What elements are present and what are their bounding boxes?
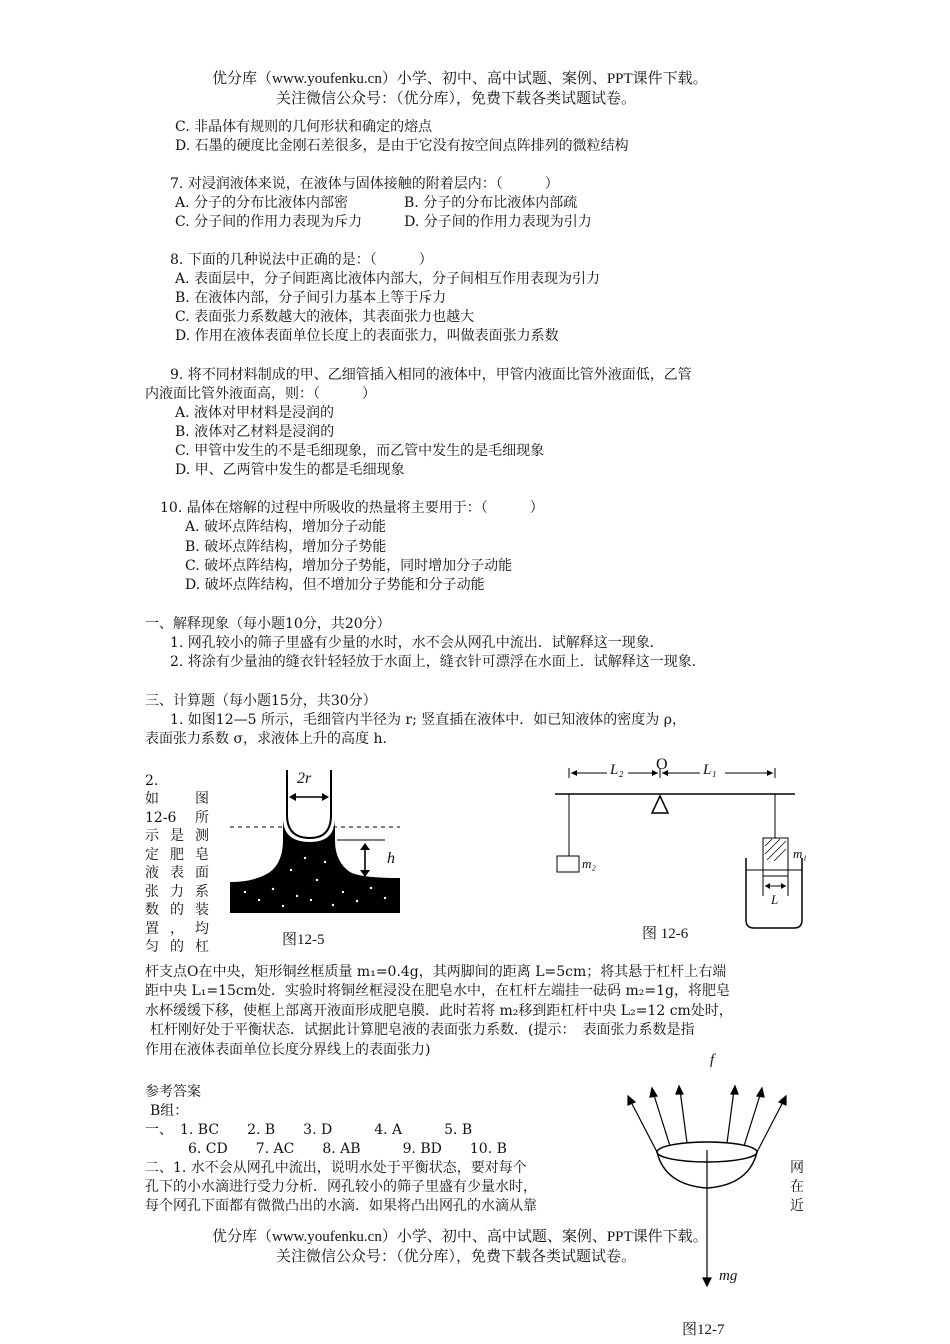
calc-q2-narrow-line: 定肥皂 — [145, 847, 209, 863]
label-L1: L₁ — [703, 762, 717, 778]
lever-diagram — [550, 758, 800, 938]
calc-q2-narrow-line: 如 图 — [145, 791, 209, 807]
answer-explain-line-3: 每个网孔下面都有微微凸出的水滴．如果将凸出网孔的水滴从靠 — [145, 1198, 537, 1214]
q10-stem: 10. 晶体在熔解的过程中所吸收的热量将主要用于：（ ） — [160, 500, 544, 516]
calc-q2-narrow-line: 数的装 — [145, 902, 209, 918]
q8-option-b: B. 在液体内部，分子间引力基本上等于斥力 — [175, 290, 447, 306]
section-explain-title: 一、解释现象（每小题10分，共20分） — [145, 616, 391, 632]
calc-q2-narrow-line: 12-6 所 — [145, 810, 209, 826]
q6-option-c: C. 非晶体有规则的几何形状和确定的熔点 — [175, 119, 433, 135]
q10-option-b: B. 破坏点阵结构，增加分子势能 — [185, 539, 387, 555]
figure-12-7-caption: 图12-7 — [682, 1322, 725, 1338]
q8-option-c: C. 表面张力系数越大的液体，其表面张力也越大 — [175, 309, 475, 325]
figure-12-5 — [225, 770, 405, 920]
calc-q2-line-4: 杠杆刚好处于平衡状态．试据此计算肥皂液的表面张力系数．(提示： 表面张力系数是指 — [150, 1022, 695, 1038]
calc-q2-narrow-line: 张力系 — [145, 884, 209, 900]
q10-option-d: D. 破坏点阵结构，但不增加分子势能和分子动能 — [185, 577, 485, 593]
calc-q2-line-2: 距中央 L₁=15cm处．实验时将铜丝框浸没在肥皂水中，在杠杆左端挂一砝码 m₂=1g，将肥皂 — [145, 983, 730, 999]
header-line-2: 关注微信公众号：（优分库），免费下载各类试题试卷。 — [276, 91, 637, 107]
q10-option-c: C. 破坏点阵结构，增加分子势能，同时增加分子动能 — [185, 558, 513, 574]
label-L: L — [771, 892, 779, 907]
calc-q2-narrow-line: 置，均 — [145, 921, 209, 937]
figure-12-7 — [615, 1050, 795, 1290]
calc-q2-narrow-line: 匀的杠 — [145, 939, 209, 955]
calc-q2-narrow-line: 液表面 — [145, 865, 209, 881]
calc-q2-line-5: 作用在液体表面单位长度分界线上的表面张力) — [145, 1042, 431, 1058]
answers-title: 参考答案 — [145, 1084, 201, 1100]
label-L2: L₂ — [610, 762, 624, 778]
figure-12-6 — [550, 756, 807, 942]
q8-option-a: A. 表面层中，分子间距离比液体内部大，分子间相互作用表现为引力 — [175, 271, 601, 287]
calc-q1-line-2: 表面张力系数 σ，求液体上升的高度 h. — [145, 731, 387, 747]
answer-explain-line-3-end: 近 — [790, 1198, 804, 1214]
q9-option-c: C. 甲管中发生的不是毛细现象，而乙管中发生的是毛细现象 — [175, 443, 545, 459]
footer-line-1: 优分库（www.youfenku.cn）小学、初中、高中试题、案例、PPT课件下载。 — [212, 1229, 708, 1245]
q7-options-cd: C. 分子间的作用力表现为斥力 D. 分子间的作用力表现为引力 — [175, 214, 592, 230]
label-pivot-O: O — [656, 756, 668, 773]
footer-line-2: 关注微信公众号：（优分库），免费下载各类试题试卷。 — [276, 1249, 637, 1265]
q9-stem-2: 内液面比管外液面高，则：（ ） — [145, 386, 376, 402]
q8-option-d: D. 作用在液体表面单位长度上的表面张力，叫做表面张力系数 — [175, 328, 559, 344]
calc-q1-line-1: 1. 如图12—5 所示，毛细管内半径为 r; 竖直插在液体中．如已知液体的密度为 ρ， — [170, 712, 686, 728]
answer-explain-line-2: 孔下的小水滴进行受力分析．网孔较小的筛子里盛有少量水时， — [145, 1179, 537, 1195]
calc-q2-line-1: 杆支点O在中央，矩形铜丝框质量 m₁=0.4g，其两脚间的距离 L=5cm；将其悬于杠杆上右端 — [145, 964, 727, 980]
figure-12-5-caption: 图12-5 — [282, 932, 325, 948]
q9-stem-1: 9. 将不同材料制成的甲、乙细管插入相同的液体中，甲管内液面比管外液面低，乙管 — [170, 367, 692, 383]
answers-row-2: 6. CD 7. AC 8. AB 9. BD 10. B — [188, 1141, 507, 1157]
answers-row-1: 一、 1. BC 2. B 3. D 4. A 5. B — [145, 1122, 473, 1138]
q7-stem: 7. 对浸润液体来说，在液体与固体接触的附着层内：（ ） — [170, 176, 559, 192]
label-h: h — [387, 850, 395, 867]
answer-explain-line-1-end: 网 — [790, 1160, 804, 1176]
q10-option-a: A. 破坏点阵结构，增加分子动能 — [185, 519, 387, 535]
label-f: f — [710, 1052, 715, 1068]
label-2r: 2r — [297, 770, 312, 787]
label-m2: m₂ — [582, 856, 596, 871]
droplet-force-diagram — [615, 1050, 795, 1290]
answers-group: B组： — [150, 1103, 189, 1119]
calc-q2-narrow-line: 示是测 — [145, 828, 209, 844]
q9-option-d: D. 甲、乙两管中发生的都是毛细现象 — [175, 462, 405, 478]
q9-option-a: A. 液体对甲材料是浸润的 — [175, 405, 335, 421]
header-line-1: 优分库（www.youfenku.cn）小学、初中、高中试题、案例、PPT课件下载。 — [212, 71, 708, 87]
explain-q1: 1. 网孔较小的筛子里盛有少量的水时，水不会从网孔中流出．试解释这一现象． — [170, 635, 664, 651]
q9-option-b: B. 液体对乙材料是浸润的 — [175, 424, 335, 440]
answer-explain-line-1: 二、1. 水不会从网孔中流出，说明水处于平衡状态，要对每个 — [145, 1160, 527, 1176]
calc-q2-narrow-line: 2. — [145, 773, 159, 789]
q6-option-d: D. 石墨的硬度比金刚石差很多，是由于它没有按空间点阵排列的微粒结构 — [175, 138, 629, 154]
figure-12-6-caption: 图 12-6 — [642, 926, 689, 942]
section-calc-title: 三、计算题（每小题15分，共30分） — [145, 693, 377, 709]
label-mg: mg — [719, 1268, 738, 1284]
q8-stem: 8. 下面的几种说法中正确的是：（ ） — [170, 252, 433, 268]
label-m1: m₁ — [793, 846, 807, 861]
calc-q2-line-3: 水杯缓缓下移，使框上部离开液面形成肥皂膜．此时若将 m₂移到距杠杆中央 L₂=12 cm处时， — [145, 1003, 733, 1019]
q7-options-ab: A. 分子的分布比液体内部密 B. 分子的分布比液体内部疏 — [175, 195, 578, 211]
answer-explain-line-2-end: 在 — [790, 1179, 804, 1195]
explain-q2: 2. 将涂有少量油的缝衣针轻轻放于水面上，缝衣针可漂浮在水面上．试解释这一现象． — [170, 654, 706, 670]
capillary-diagram — [225, 770, 405, 920]
